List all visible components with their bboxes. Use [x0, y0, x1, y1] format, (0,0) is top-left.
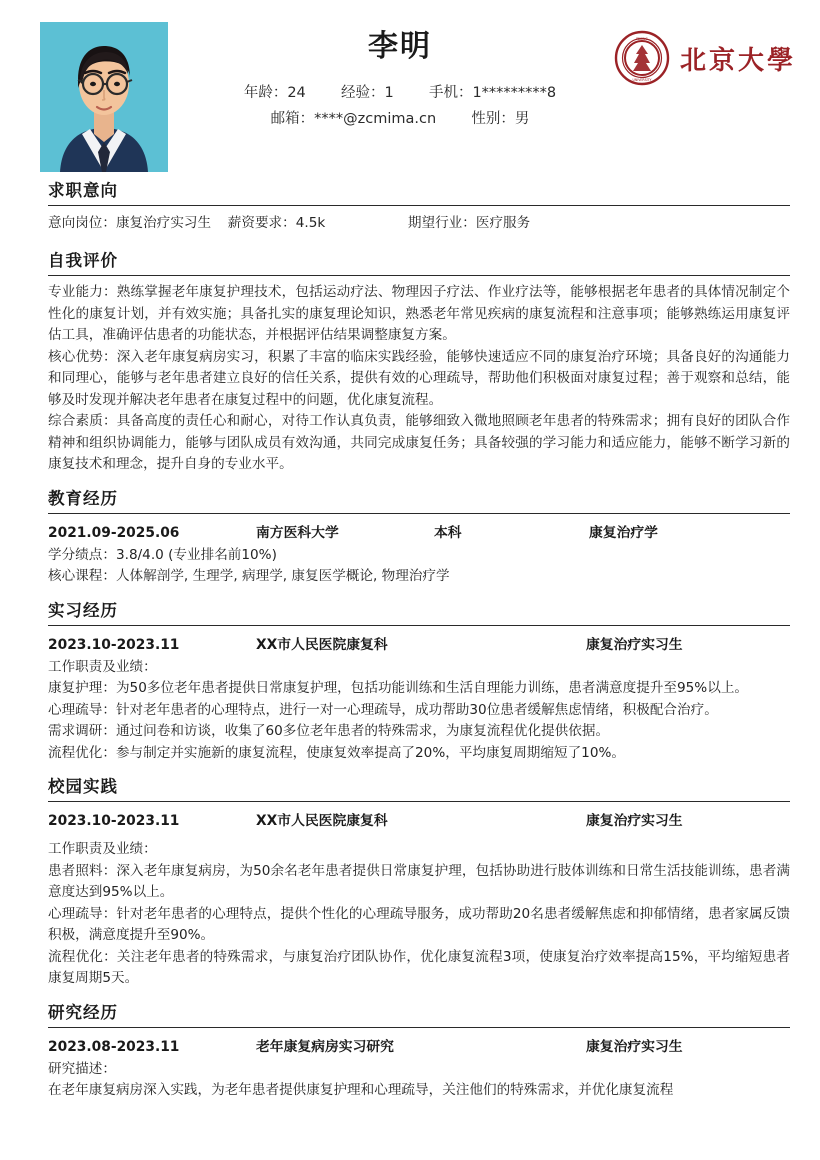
research-detail: 在老年康复病房深入实践，为老年患者提供康复护理和心理疏导，关注他们的特殊需求，并优化康复流程: [48, 1082, 674, 1098]
svg-text:UNIVERSITY: UNIVERSITY: [632, 78, 652, 82]
campus-practice-org: XX市人民医院康复科: [256, 813, 388, 829]
candidate-name: 李明: [368, 29, 432, 64]
research-entry-header: [48, 1034, 790, 1059]
gender-field: [471, 106, 529, 132]
education-major: 康复治疗学: [589, 524, 658, 541]
education-detail: 学分绩点：3.8/4.0 (专业排名前10%): [48, 546, 277, 563]
internship-org: XX市人民医院康复科: [256, 636, 388, 653]
self-evaluation-paragraph: 专业能力：熟练掌握老年康复护理技术，包括运动疗法、物理因子疗法、作业疗法等，能够根据老年患者的具体情况制定个性化的康复计划，并有效实施；具备扎实的康复理论知识，熟悉老年常见疾病的康复流程和注意事项；能够熟练运用康复评估工具，准确评估患者的功能状态，并根据评估结果调整康复方案。: [48, 284, 790, 343]
section-title-self-evaluation: 自我评价: [48, 251, 118, 270]
education-school: 南方医科大学: [256, 524, 339, 541]
phone-field: [429, 80, 556, 106]
section-title-internship: 实习经历: [48, 600, 118, 620]
section-campus-practice: [0, 764, 820, 990]
internship-entry-header: [48, 632, 790, 657]
svg-text:PEKING: PEKING: [636, 37, 648, 41]
section-divider: [48, 625, 790, 626]
candidate-photo: [40, 22, 168, 172]
intent-salary-value: 4.5k: [295, 215, 326, 231]
internship-sub-label: 工作职责及业绩：: [48, 658, 157, 675]
email-label: 邮箱：: [270, 111, 315, 127]
section-title-research: 研究经历: [48, 1002, 118, 1022]
section-internship: [0, 588, 820, 765]
phone-value: 1*********8: [472, 85, 557, 101]
experience-field: [341, 80, 394, 106]
internship-detail: 康复护理：为50多位老年患者提供日常康复护理，包括功能训练和生活自理能力训练，患者满意度提升至95%以上。: [48, 680, 749, 696]
education-degree: 本科: [434, 524, 462, 541]
education-date: 2021.09-2025.06: [48, 524, 180, 541]
research-date: 2023.08-2023.11: [48, 1038, 180, 1055]
email-value: ****@zcmima.cn: [314, 111, 437, 127]
research-role: 康复治疗实习生: [586, 1038, 683, 1055]
section-divider: [48, 275, 790, 276]
intent-position-value: 康复治疗实习生: [115, 215, 212, 231]
campus-practice-detail: 心理疏导：针对老年患者的心理特点，提供个性化的心理疏导服务，成功帮助20名患者缓解焦虑和抑郁情绪，患者家属反馈积极，满意度提升至90%。: [48, 905, 790, 943]
internship-role: 康复治疗实习生: [586, 636, 683, 653]
age-value: 24: [287, 85, 306, 101]
section-self-evaluation: [0, 238, 820, 476]
section-divider: [48, 801, 790, 802]
campus-practice-role: 康复治疗实习生: [586, 813, 683, 829]
self-evaluation-paragraph: 核心优势：深入老年康复病房实习，积累了丰富的临床实践经验，能够快速适应不同的康复治疗环境；具备良好的沟通能力和同理心，能够与老年患者建立良好的信任关系，提供有效的心理疏导，帮助他们积极面对康复过程；善于观察和总结，能够及时发现并解决老年患者在康复过程中的问题，优化康复流程。: [48, 348, 790, 408]
email-field: [271, 106, 437, 132]
section-title-education: 教育经历: [48, 488, 118, 508]
university-logo: [614, 30, 796, 86]
experience-label: 经验：: [341, 85, 385, 101]
experience-value: 1: [384, 85, 394, 101]
age-label: 年龄：: [243, 85, 288, 101]
campus-practice-detail: 患者照料：深入老年康复病房，为50余名老年患者提供日常康复护理，包括协助进行肢体训练和日常生活技能训练，患者满意度达到95%以上。: [48, 862, 790, 900]
section-divider: [48, 513, 790, 514]
header-identity: [185, 26, 615, 132]
campus-practice-sub-label: 工作职责及业绩：: [48, 841, 157, 857]
campus-practice-entry-header: [48, 808, 790, 833]
internship-detail: 需求调研：通过问卷和访谈，收集了60多位老年患者的特殊需求，为康复流程优化提供依据。: [48, 723, 610, 739]
intent-salary-label: 薪资要求：: [227, 215, 296, 231]
gender-value: 男: [514, 111, 530, 127]
intent-industry-value: 医疗服务: [475, 215, 531, 231]
section-title-job-intent: 求职意向: [48, 181, 118, 200]
internship-detail: 流程优化：参与制定并实施新的康复流程，使康复效率提高了20%，平均康复周期缩短了10%。: [48, 744, 625, 761]
meta-line-1: [185, 80, 615, 106]
gender-label: 性别：: [471, 111, 515, 127]
phone-label: 手机：: [428, 85, 473, 101]
campus-practice-date: 2023.10-2023.11: [48, 813, 180, 829]
section-education: [0, 476, 820, 588]
university-name: 北京大學: [679, 45, 796, 76]
section-job-intent: [0, 168, 820, 238]
section-title-campus-practice: 校园实践: [48, 777, 118, 796]
internship-date: 2023.10-2023.11: [48, 636, 180, 653]
section-divider: [48, 205, 790, 206]
campus-practice-detail: 流程优化：关注老年患者的特殊需求，与康复治疗团队协作，优化康复流程3项，使康复治疗效率提高15%，平均缩短患者康复周期5天。: [48, 948, 790, 986]
intent-position-label: 意向岗位：: [48, 215, 116, 231]
research-topic: 老年康复病房实习研究: [256, 1038, 394, 1055]
job-intent-row: [48, 212, 790, 238]
section-divider: [48, 1027, 790, 1028]
peking-university-seal-icon: [614, 30, 670, 86]
intent-industry-label: 期望行业：: [407, 215, 476, 231]
meta-line-2: [185, 106, 615, 132]
education-entry-header: [48, 520, 790, 545]
resume-header: [0, 0, 820, 168]
self-evaluation-paragraph: 综合素质：具备高度的责任心和耐心，对待工作认真负责，能够细致入微地照顾老年患者的特殊需求；拥有良好的团队合作精神和组织协调能力，能够与团队成员有效沟通，共同完成康复任务；具备较强的学习能力和适应能力，能够不断学习新的康复技术和理念，提升自身的专业水平。: [48, 413, 790, 472]
education-detail: 核心课程：人体解剖学, 生理学, 病理学, 康复医学概论, 物理治疗学: [48, 568, 450, 584]
research-sub-label: 研究描述：: [48, 1060, 116, 1077]
age-field: [244, 80, 306, 106]
internship-detail: 心理疏导：针对老年患者的心理特点，进行一对一心理疏导，成功帮助30位患者缓解焦虑情绪，积极配合治疗。: [48, 701, 718, 718]
section-research: [0, 990, 820, 1102]
